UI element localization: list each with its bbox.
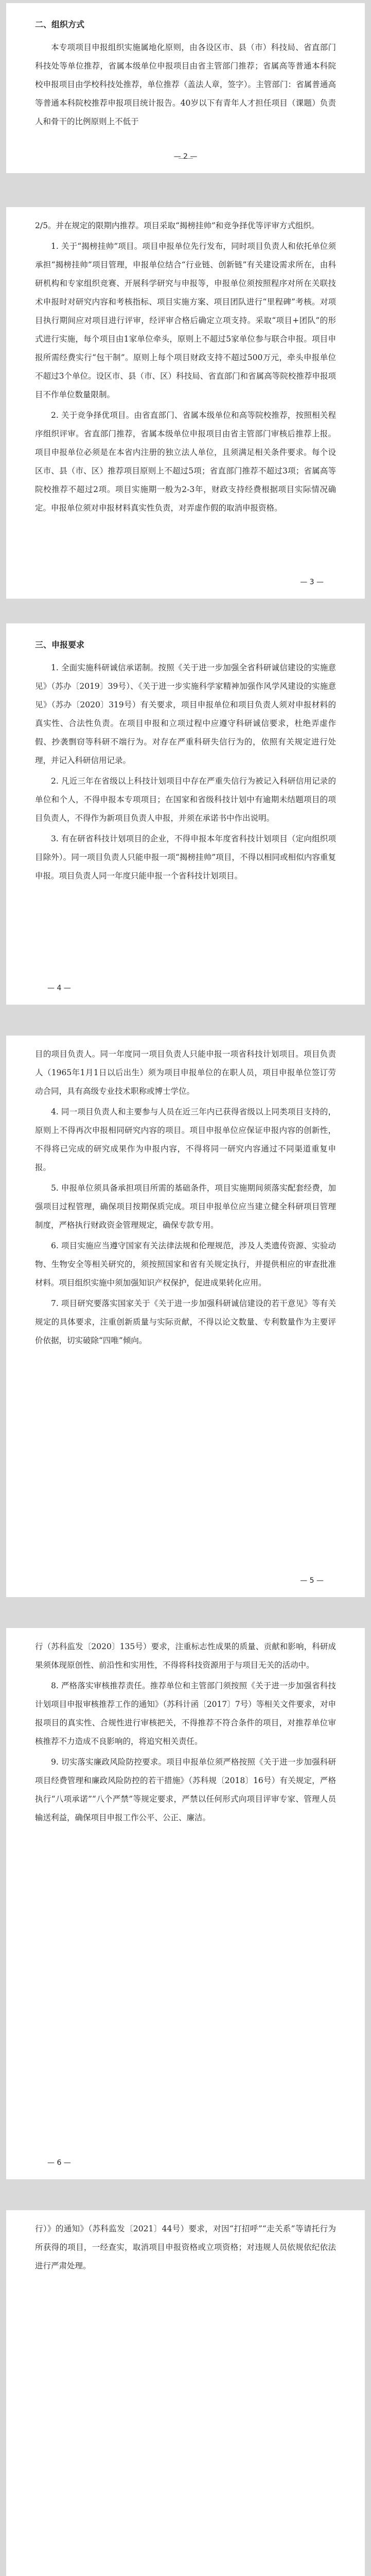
paragraph: 2. 关于竞争择优项目。由省直部门、省属本级单位和高等院校推荐，按照相关程序组织评审。省直部门推荐，省属本级单位申报项目由省主管部门审核后推荐上报。项目申报单位必须是在本省内注册的独立法人单位，且须满足相关条件要求。每个设区市、县（市、区）推荐项目原则上不超过5项；省直部门推荐不超过3项；省属高等院校推荐不超过2项。项目实施期一般为2-3年，财政支持经费根据项目实际情况确定。申报单位须对申报材料真实性负责，对弄虚作假的取消申报资格。 (35, 411, 336, 513)
paragraph: 5. 申报单位须具备承担项目所需的基础条件，项目实施期间须落实配套经费，加强项目过程管理，确保项目按期保质完成。项目申报单位应当建立健全科研项目管理制度，严格执行财政资金管理规定，确保专款专用。 (35, 1183, 336, 1230)
paragraph: 7. 项目研究要落实国家关于《关于进一步加强科研诚信建设的若干意见》等有关规定的具体要求，注重创新质量与实际贡献，不得以论文数量、专利数量作为主要评价依据，切实破除“四唯”倾向。 (35, 1299, 336, 1345)
document-page-3 (6, 207, 365, 599)
paragraph: 6. 项目实施应当遵守国家有关法律法规和伦理规范，涉及人类遗传资源、实验动物、生物安全等相关研究的，须按照国家和省有关规定执行，并提供相应的审查批准材料。项目组织实施中须加强知识产权保护，促进成果转化应用。 (35, 1241, 336, 1287)
page-number: — 4 — (47, 984, 71, 992)
page-number: — 3 — (300, 578, 324, 586)
paragraph: 行）》的通知》（苏科监发〔2021〕44号）要求，对因“打招呼”“走关系”等请托行为所获得的项目，一经查实，取消项目申报资格或立项资格；对违规人员依规依纪依法进行严肃处理。 (35, 2224, 336, 2270)
document-page-6 (6, 1628, 365, 2179)
paragraph: 4. 同一项目负责人和主要参与人员在近三年内已获得省级以上同类项目支持的，原则上不得再次申报相同研究内容的项目。项目申报单位应保证申报内容的创新性，不得将已完成的研究成果作为申报内容，不得将同一研究内容通过不同渠道重复申报。 (35, 1107, 336, 1172)
document-page-7 (6, 2210, 365, 2576)
paragraph: 本专项项目申报组织实施属地化原则，由各设区市、县（市）科技局、省直部门科技处等单位推荐，省属本级单位申报项目由省主管部门推荐；省属高等普通本科院校申报项目由学校科技处推荐，单位推荐（盖法人章，签字）。主管部门：省属普通高等普通本科院校推荐申报项目统计报告。40岁以下有青年人才担任项目（课题）负责人和骨干的比例原则上不低于 (35, 43, 336, 126)
paragraph: 1. 关于“揭榜挂帅”项目。项目申报单位先行发布，同时项目负责人和依托单位须承担“揭榜挂帅”项目管理，申报单位结合“行业链、创新链”有关建设需求所在，由科研机构和专家组织竞赛、开展科学研究与申报等，申报单位须按照程序对所在关联技术申报时对研究内容和考核指标、项目实施方案、项目团队进行“里程碑”考核。对项目执行期间应对项目进行评审，经评审合格后确定立项支持。采取“项目+团队”的形式进行实施，每个项目由1家单位牵头，原则上不超过5家单位参与联合申报。项目申报所需经费实行“包干制”。原则上每个项目财政支持不超过500万元，牵头申报单位不超过3个单位。设区市、县（市、区）科技局、省直部门和省属高等院校推荐申报项目不作单位数量限制。 (35, 242, 336, 399)
paragraph: 2/5。并在规定的限期内推荐。项目采取“揭榜挂帅”和竞争择优等评审方式组织。 (35, 221, 320, 230)
page-number: — 2 — (173, 152, 198, 161)
paragraph: 8. 严格落实审核推荐责任。推荐单位和主管部门须按照《关于进一步加强省科技计划项目申报审核推荐工作的通知》（苏科计函〔2017〕7号）等相关文件要求，对申报项目的真实性、合规性进行审核把关，不得推荐不符合条件的项目，对推荐单位审核推荐不力造成不良影响的，将追究相关责任。 (35, 1681, 336, 1746)
section-heading-organization: 二、组织方式 (35, 20, 85, 29)
paragraph: 2. 凡近三年在省级以上科技计划项目中存在严重失信行为被记入科研信用记录的单位和个人，不得申报本专项项目；在国家和省级科技计划中有逾期未结题项目的项目负责人，不得作为新项目负责人申报，并须在承诺书中作出说明。 (35, 776, 336, 823)
document-page-5 (6, 1036, 365, 1597)
section-heading-requirements: 三、申报要求 (35, 640, 85, 650)
page-number: — 5 — (300, 1577, 324, 1585)
paragraph: 3. 有在研省科技计划项目的企业，不得申报本年度省科技计划项目（定向组织项目除外）。同一项目负责人只能申报一项“揭榜挂帅”项目，不得以相同或相似内容重复申报。项目负责人同一年度只能申报一个省科技计划项目。 (35, 834, 336, 880)
paragraph: 行（苏科监发〔2020〕135号）要求，注重标志性成果的质量、贡献和影响，科研成果须体现原创性、前沿性和实用性，不得将科技资源用于与项目无关的活动中。 (35, 1642, 336, 1670)
paragraph: 1. 全面实施科研诚信承诺制。按照《关于进一步加强全省科研诚信建设的实施意见》（苏办〔2019〕39号）、《关于进一步实施科学家精神加强作风学风建设的实施意见》（苏办〔2020〕319号）有关要求，项目申报单位和项目负责人须对申报材料的真实性、合法性负责。在项目申报和立项过程中应遵守科研诚信要求，杜绝弄虚作假、抄袭剽窃等科研不端行为。对存在严重科研失信行为的，依照有关规定进行处理，并记入科研信用记录。 (35, 663, 336, 765)
paragraph: 9. 切实落实廉政风险防控要求。项目申报单位须严格按照《关于进一步加强科研项目经费管理和廉政风险防控的若干措施》（苏科规〔2018〕16号）有关规定，严格执行“八项承诺”“八个严禁”等规定要求，严禁以任何形式向项目评审专家、管理人员输送利益，确保项目申报工作公平、公正、廉洁。 (35, 1757, 336, 1822)
document-page-4 (6, 623, 365, 1005)
paragraph: 目的项目负责人。同一年度同一项目负责人只能申报一项省科技计划项目。项目负责人（1965年1月1日以后出生）须为项目申报单位的在职人员，项目申报单位签订劳动合同，具有高级专业技术职称或博士学位。 (35, 1049, 336, 1096)
page-number: — 6 — (47, 2159, 71, 2167)
document-page-2 (6, 3, 365, 173)
